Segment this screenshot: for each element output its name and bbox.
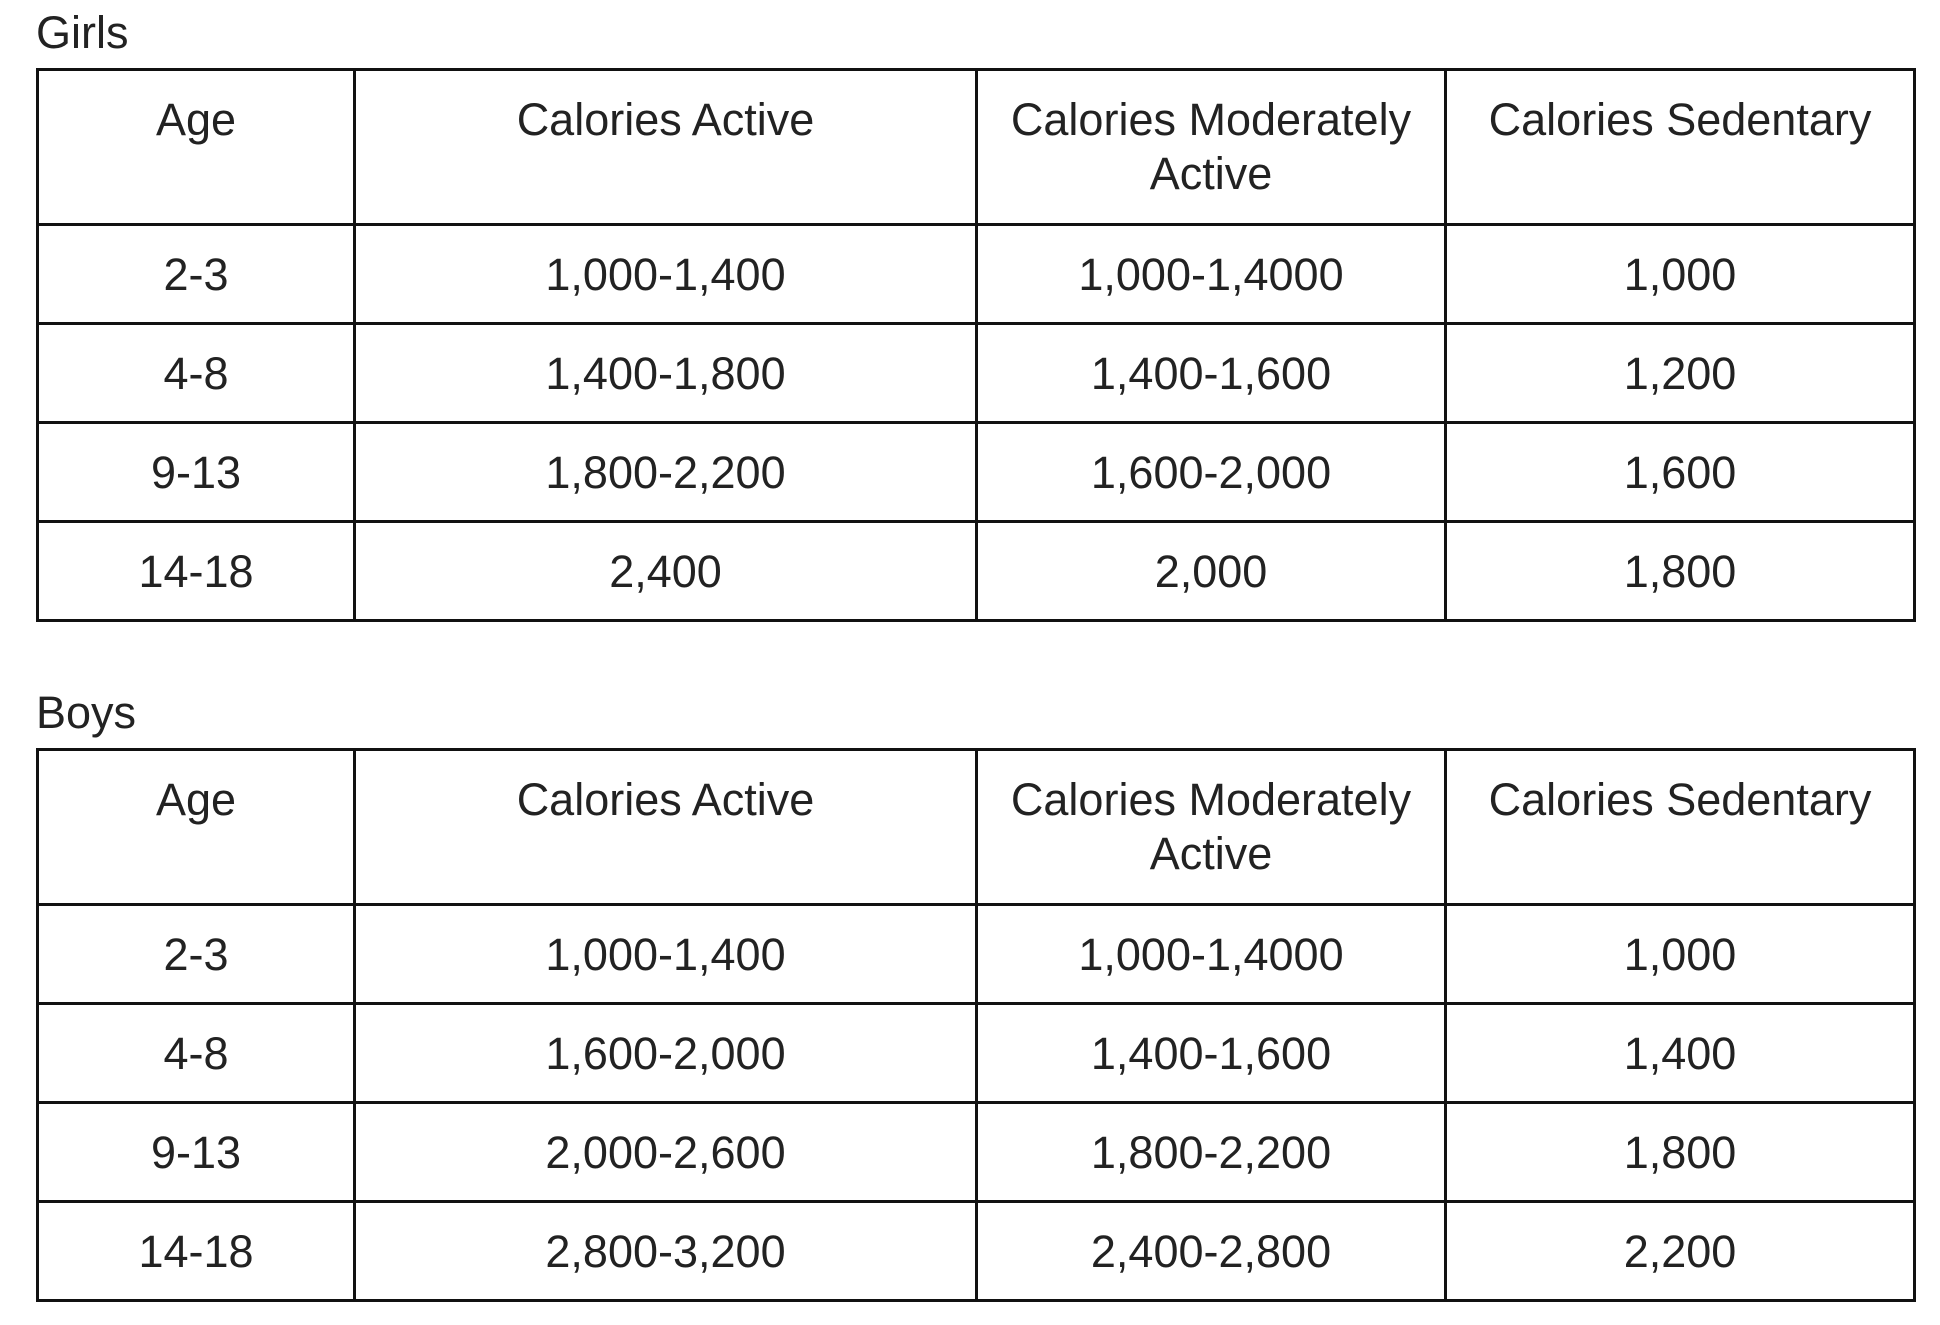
cell-age: 4-8 — [38, 324, 355, 423]
table-row — [38, 905, 1915, 1004]
header-calories-sedentary: Calories Sedentary — [1446, 70, 1915, 225]
cell-calories-active: 2,000-2,600 — [355, 1103, 977, 1202]
cell-calories-active: 2,400 — [355, 522, 977, 621]
girls-section-title: Girls — [36, 7, 129, 58]
header-calories-active: Calories Active — [355, 750, 977, 905]
table-row — [38, 1004, 1915, 1103]
cell-calories-sedentary: 1,200 — [1446, 324, 1915, 423]
cell-age: 2-3 — [38, 905, 355, 1004]
cell-calories-moderately-active: 2,400-2,800 — [977, 1202, 1446, 1301]
cell-calories-moderately-active: 1,400-1,600 — [977, 1004, 1446, 1103]
cell-age: 14-18 — [38, 1202, 355, 1301]
table-row — [38, 225, 1915, 324]
cell-calories-sedentary: 2,200 — [1446, 1202, 1915, 1301]
cell-calories-active: 1,000-1,400 — [355, 905, 977, 1004]
table-row — [38, 324, 1915, 423]
cell-calories-moderately-active: 1,600-2,000 — [977, 423, 1446, 522]
cell-calories-moderately-active: 1,800-2,200 — [977, 1103, 1446, 1202]
cell-calories-moderately-active: 2,000 — [977, 522, 1446, 621]
cell-age: 14-18 — [38, 522, 355, 621]
header-calories-sedentary: Calories Sedentary — [1446, 750, 1915, 905]
cell-calories-active: 1,600-2,000 — [355, 1004, 977, 1103]
cell-age: 2-3 — [38, 225, 355, 324]
cell-calories-moderately-active: 1,000-1,4000 — [977, 905, 1446, 1004]
header-age: Age — [38, 750, 355, 905]
boys-calorie-table — [36, 748, 1916, 1302]
header-calories-moderately-active: Calories Moderately Active — [977, 70, 1446, 225]
header-age: Age — [38, 70, 355, 225]
cell-calories-active: 2,800-3,200 — [355, 1202, 977, 1301]
table-row — [38, 423, 1915, 522]
cell-age: 9-13 — [38, 1103, 355, 1202]
cell-calories-sedentary: 1,400 — [1446, 1004, 1915, 1103]
cell-calories-sedentary: 1,800 — [1446, 522, 1915, 621]
cell-calories-sedentary: 1,600 — [1446, 423, 1915, 522]
cell-calories-sedentary: 1,800 — [1446, 1103, 1915, 1202]
cell-calories-moderately-active: 1,000-1,4000 — [977, 225, 1446, 324]
girls-calorie-table — [36, 68, 1916, 622]
table-row — [38, 1103, 1915, 1202]
cell-calories-sedentary: 1,000 — [1446, 225, 1915, 324]
cell-calories-active: 1,800-2,200 — [355, 423, 977, 522]
table-row — [38, 522, 1915, 621]
cell-calories-moderately-active: 1,400-1,600 — [977, 324, 1446, 423]
table-header-row — [38, 70, 1915, 225]
cell-calories-sedentary: 1,000 — [1446, 905, 1915, 1004]
boys-section-title: Boys — [36, 687, 137, 738]
cell-calories-active: 1,400-1,800 — [355, 324, 977, 423]
table-row — [38, 1202, 1915, 1301]
header-calories-active: Calories Active — [355, 70, 977, 225]
cell-age: 9-13 — [38, 423, 355, 522]
table-header-row — [38, 750, 1915, 905]
cell-age: 4-8 — [38, 1004, 355, 1103]
cell-calories-active: 1,000-1,400 — [355, 225, 977, 324]
header-calories-moderately-active: Calories Moderately Active — [977, 750, 1446, 905]
